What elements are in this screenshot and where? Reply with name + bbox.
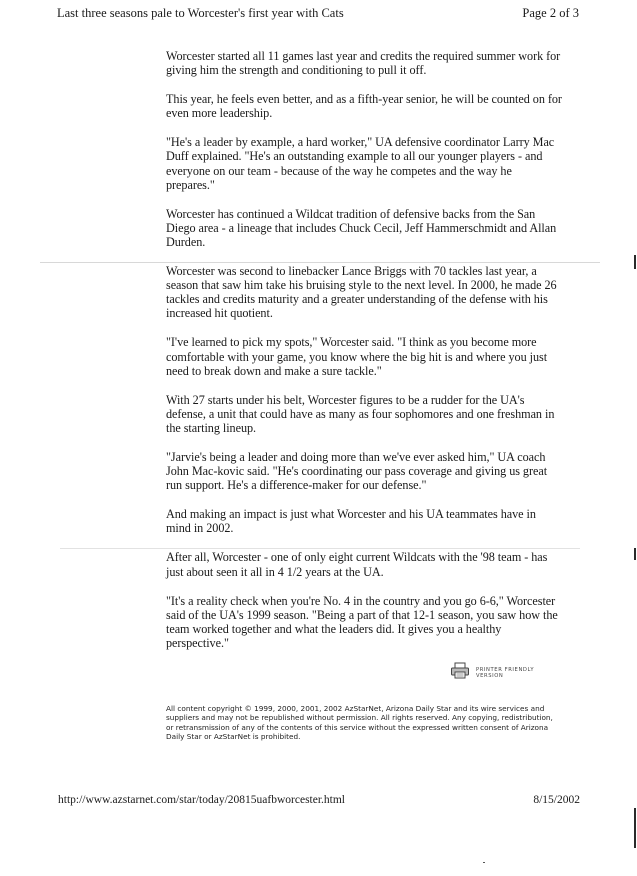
printer-friendly-label: PRINTER FRIENDLY VERSION xyxy=(476,667,535,679)
printer-icon xyxy=(450,662,470,684)
article-paragraph: "I've learned to pick my spots," Worcester said. "I think as you become more comfortable with your game, you know where the big hit is and where you just need to break down and make a sure tackle." xyxy=(166,335,548,378)
article-paragraph: Worcester was second to linebacker Lance Briggs with 70 tackles last year, a season that saw him take his bruising style to the next level. In 2000, he made 26 tackles and credits maturity and a greater understanding of the defense with his increased hit quotient. xyxy=(166,264,557,321)
article-paragraph: Worcester started all 11 games last year and credits the required summer work for giving him the strength and conditioning to pull it off. xyxy=(166,49,561,78)
footer-url: http://www.azstarnet.com/star/today/20815uafbworcester.html xyxy=(58,794,346,806)
article-paragraph: "Jarvie's being a leader and doing more than we've ever asked him," UA coach John Mac-kovic said. "He's coordinating our pass coverage and giving us great run support. He's a difference-maker for our defense." xyxy=(166,449,548,493)
printer-friendly-link[interactable] xyxy=(450,662,546,684)
scan-edge-mark xyxy=(634,548,636,560)
footer-date: 8/15/2002 xyxy=(533,794,580,806)
article-paragraph: And making an impact is just what Worcester and his UA teammates have in mind in 2002. xyxy=(166,507,536,536)
page-header-title: Last three seasons pale to Worcester's first year with Cats xyxy=(57,6,344,20)
scan-speck xyxy=(483,862,485,863)
article-paragraph: After all, Worcester - one of only eight current Wildcats with the '98 team - has just about seen it all in 4 1/2 years at the UA. xyxy=(166,550,548,579)
copyright-notice: All content copyright © 1999, 2000, 2001, 2002 AzStarNet, Arizona Daily Star and its wire services and suppliers and may not be republished without permission. All rights reserved. Any copying, redistribution, or retransmission of any of the contents of this service without the expressed written consent of Arizona Daily Star or AzStarNet is prohibited. xyxy=(166,704,553,742)
article-paragraph: With 27 starts under his belt, Worcester figures to be a rudder for the UA's defense, a unit that could have as many as four sophomores and one freshman in the starting lineup. xyxy=(166,392,555,435)
article-paragraph: This year, he feels even better, and as a fifth-year senior, he will be counted on for even more leadership. xyxy=(166,92,562,121)
article-body xyxy=(166,49,562,665)
page-number: Page 2 of 3 xyxy=(522,6,579,20)
article-paragraph: Worcester has continued a Wildcat tradition of defensive backs from the San Diego area - a lineage that includes Chuck Cecil, Jeff Hammerschmidt and Allan Durden. xyxy=(166,206,557,249)
scan-edge-mark xyxy=(634,808,636,848)
article-paragraph: "He's a leader by example, a hard worker," UA defensive coordinator Larry Mac Duff explained. "He's an outstanding example to all our younger players - and everyone on our team - because of the way he competes and the way he prepares." xyxy=(166,135,555,192)
scan-edge-mark xyxy=(634,255,636,269)
article-paragraph: "It's a reality check when you're No. 4 in the country and you go 6-6," Worcester said of the UA's 1999 season. "Being a part of that 12-1 season, you saw how the team worked together and what the leaders did. It gives you a healthy perspective." xyxy=(166,593,558,650)
